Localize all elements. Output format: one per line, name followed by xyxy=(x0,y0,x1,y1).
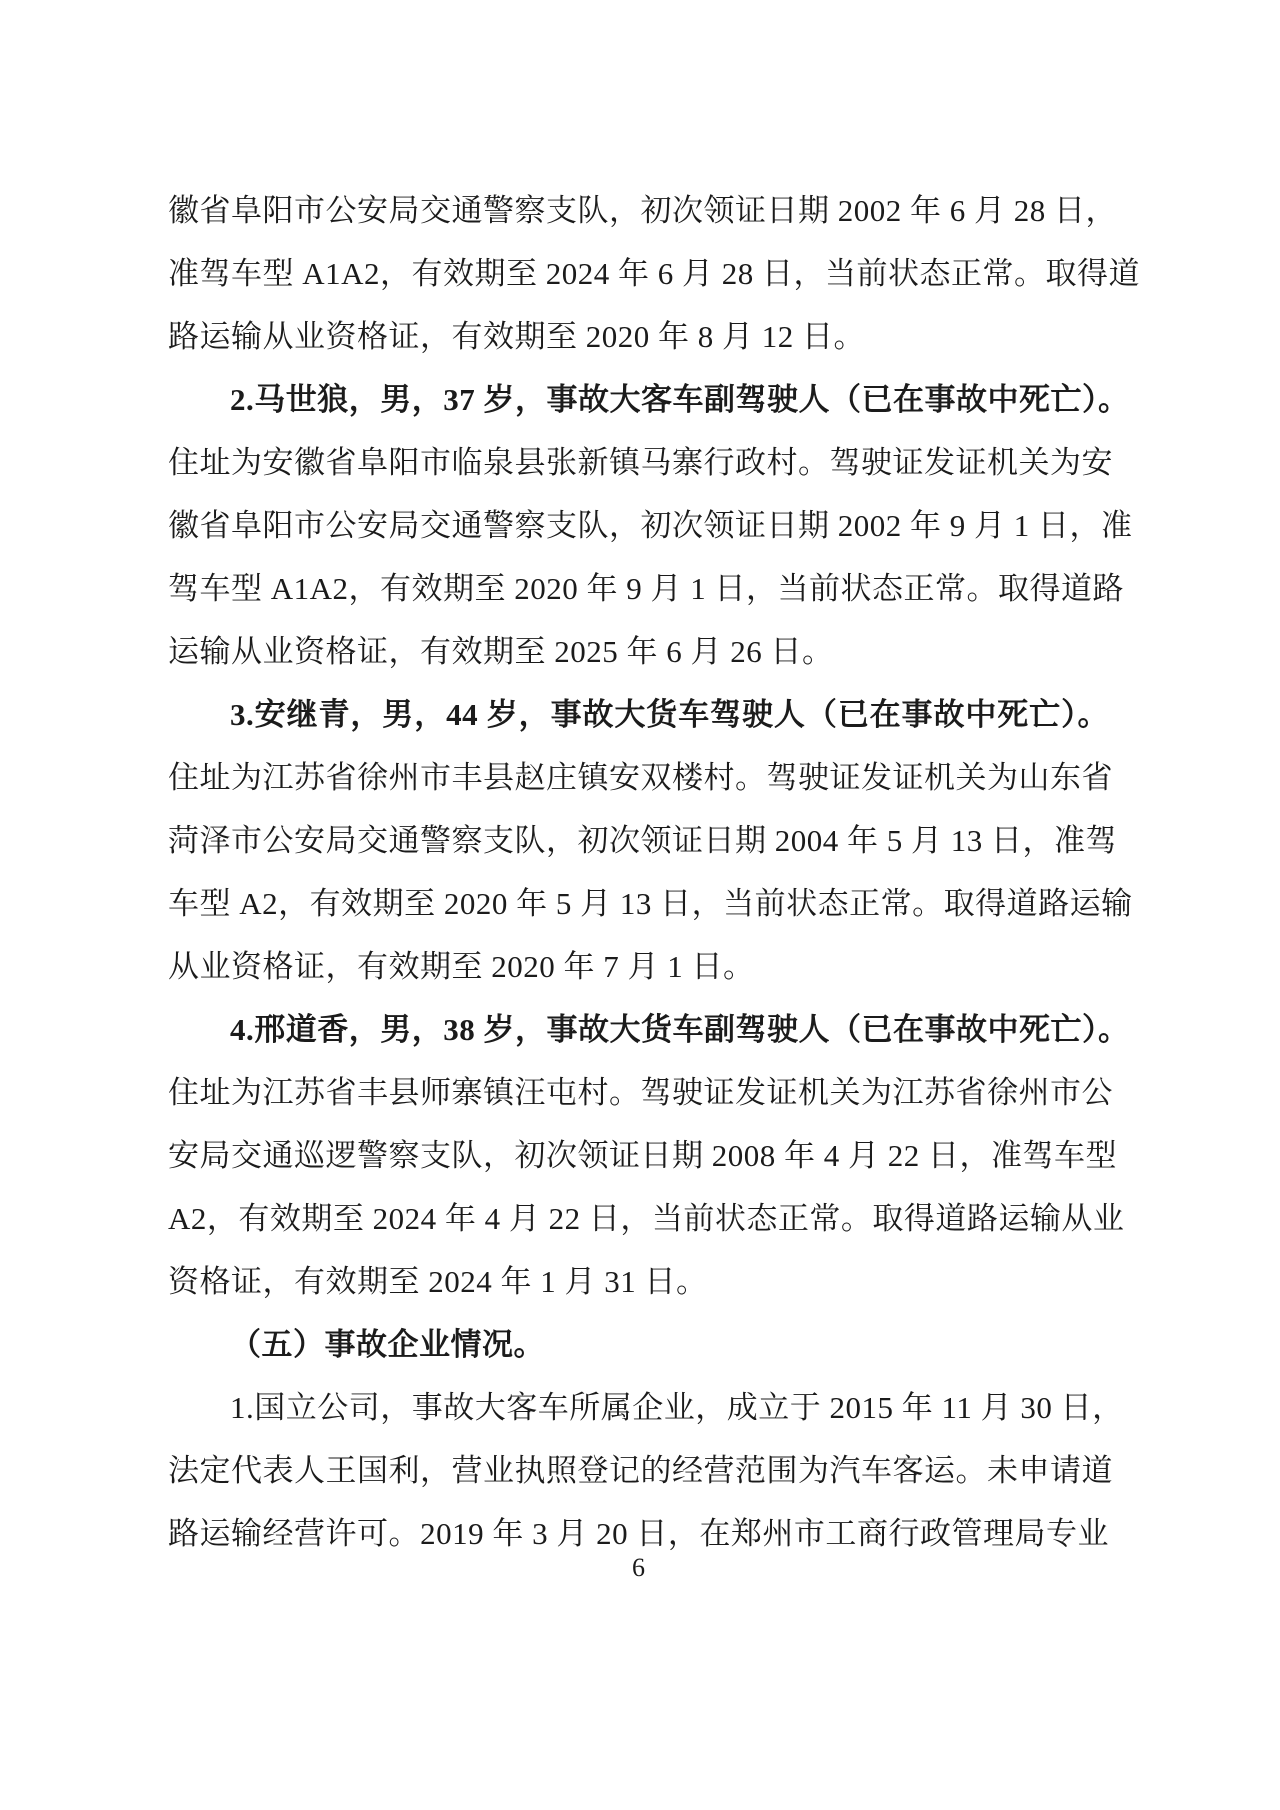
text-line: 2.马世狼，男，37 岁，事故大客车副驾驶人（已在事故中死亡）。 xyxy=(230,382,1130,417)
document-body xyxy=(168,179,1141,1565)
text-line: 住址为江苏省丰县师寨镇汪屯村。驾驶证发证机关为江苏省徐州市公 xyxy=(168,1075,1113,1110)
text-line: 驾车型 A1A2，有效期至 2020 年 9 月 1 日，当前状态正常。取得道路 xyxy=(168,571,1125,606)
text-line: 4.邢道香，男，38 岁，事故大货车副驾驶人（已在事故中死亡）。 xyxy=(230,1012,1130,1047)
text-line: 1.国立公司，事故大客车所属企业，成立于 2015 年 11 月 30 日， xyxy=(230,1390,1124,1425)
text-line: 路运输从业资格证，有效期至 2020 年 8 月 12 日。 xyxy=(168,319,865,354)
section-heading: （五）事故企业情况。 xyxy=(230,1327,545,1362)
text-line: 住址为江苏省徐州市丰县赵庄镇安双楼村。驾驶证发证机关为山东省 xyxy=(168,760,1113,795)
text-line: 路运输经营许可。2019 年 3 月 20 日，在郑州市工商行政管理局专业 xyxy=(168,1516,1109,1551)
text-line: 运输从业资格证，有效期至 2025 年 6 月 26 日。 xyxy=(168,634,834,669)
page-number: 6 xyxy=(632,1553,645,1582)
text-line: 资格证，有效期至 2024 年 1 月 31 日。 xyxy=(168,1264,708,1299)
text-line: 菏泽市公安局交通警察支队，初次领证日期 2004 年 5 月 13 日，准驾 xyxy=(168,823,1117,858)
text-line: 徽省阜阳市公安局交通警察支队，初次领证日期 2002 年 6 月 28 日， xyxy=(168,193,1117,228)
text-line: 准驾车型 A1A2，有效期至 2024 年 6 月 28 日，当前状态正常。取得道 xyxy=(168,256,1141,291)
text-line: 从业资格证，有效期至 2020 年 7 月 1 日。 xyxy=(168,949,755,984)
text-line: 徽省阜阳市公安局交通警察支队，初次领证日期 2002 年 9 月 1 日，准 xyxy=(168,508,1133,543)
text-line: 3.安继青，男，44 岁，事故大货车驾驶人（已在事故中死亡）。 xyxy=(230,697,1109,732)
text-line: 法定代表人王国利，营业执照登记的经营范围为汽车客运。未申请道 xyxy=(168,1453,1113,1488)
text-line: 住址为安徽省阜阳市临泉县张新镇马寨行政村。驾驶证发证机关为安 xyxy=(168,445,1113,480)
text-line: 车型 A2，有效期至 2020 年 5 月 13 日，当前状态正常。取得道路运输 xyxy=(168,886,1133,921)
text-line: 安局交通巡逻警察支队，初次领证日期 2008 年 4 月 22 日，准驾车型 xyxy=(168,1138,1117,1173)
text-line: A2，有效期至 2024 年 4 月 22 日，当前状态正常。取得道路运输从业 xyxy=(168,1201,1125,1236)
